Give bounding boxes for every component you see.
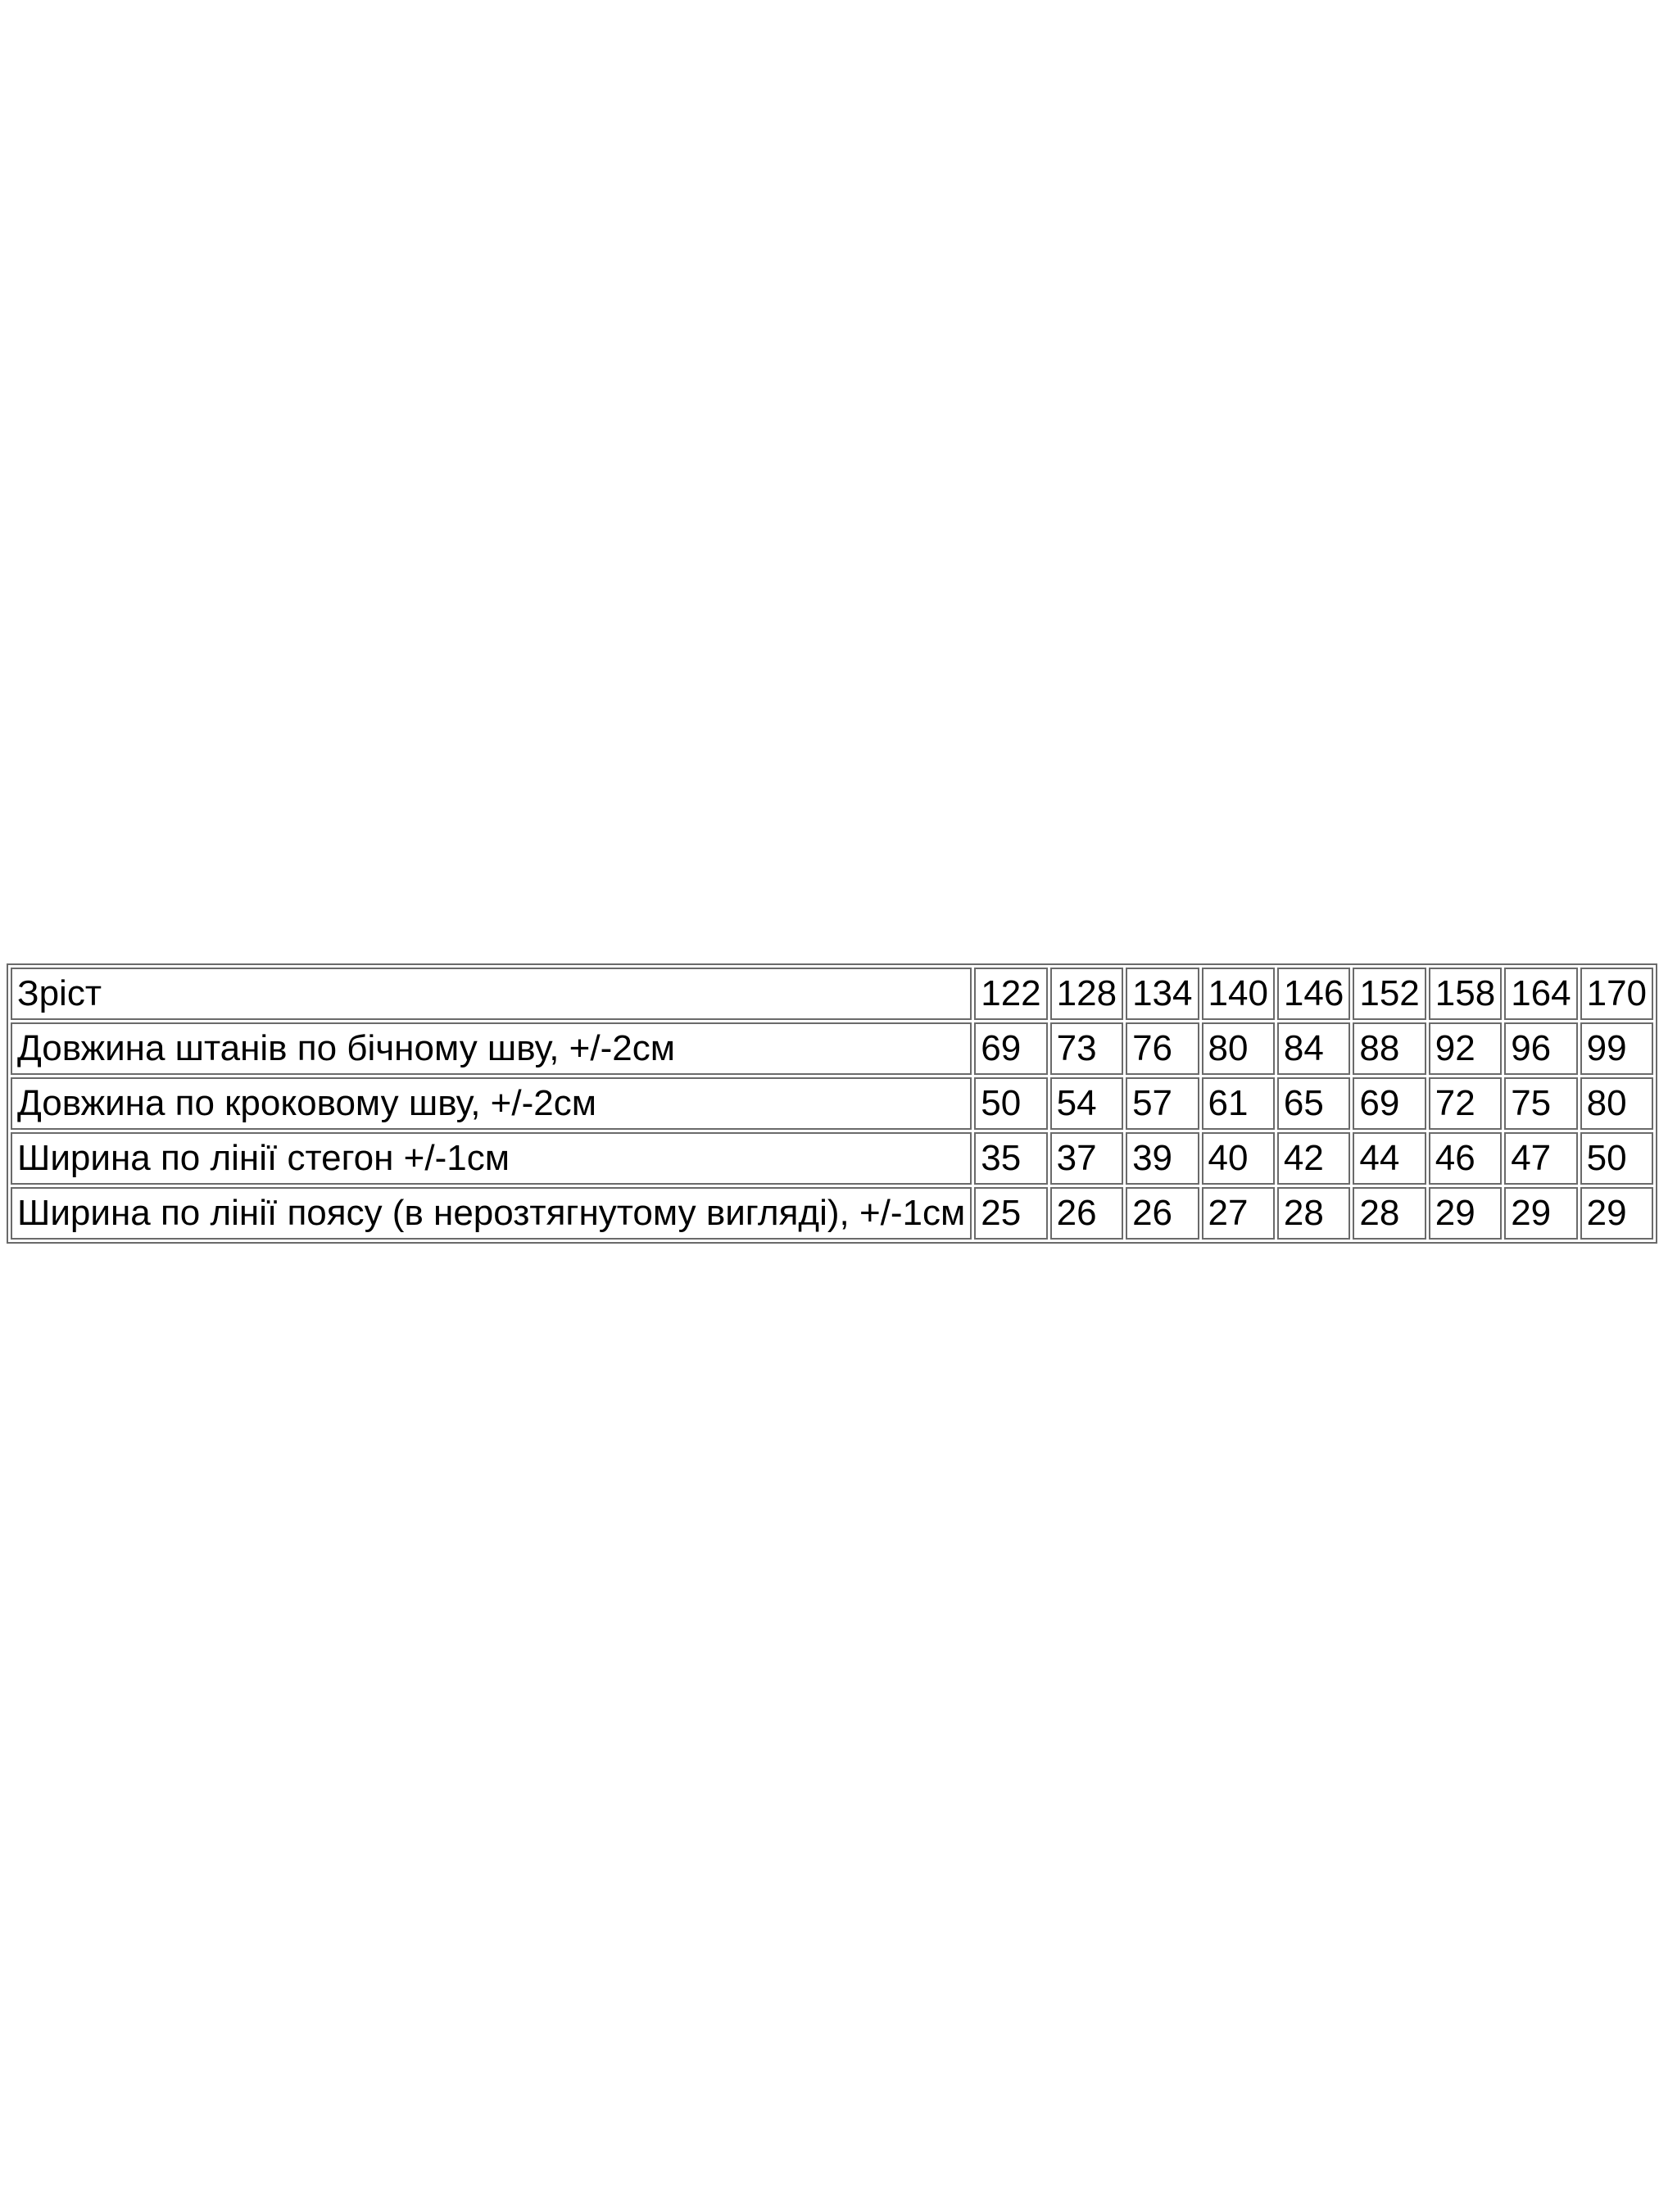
value-cell: 57 xyxy=(1126,1077,1199,1130)
row-label: Зріст xyxy=(11,968,972,1020)
row-label: Ширина по лінії стегон +/-1см xyxy=(11,1132,972,1185)
value-cell: 25 xyxy=(974,1187,1047,1240)
row-label: Ширина по лінії поясу (в нерозтягнутому вигляді), +/-1см xyxy=(11,1187,972,1240)
table-row xyxy=(11,1132,1653,1185)
value-cell: 29 xyxy=(1580,1187,1653,1240)
table-row xyxy=(11,1022,1653,1075)
value-cell: 28 xyxy=(1353,1187,1426,1240)
value-cell: 75 xyxy=(1504,1077,1577,1130)
value-cell: 61 xyxy=(1202,1077,1275,1130)
size-table-body xyxy=(11,968,1653,1240)
value-cell: 73 xyxy=(1050,1022,1123,1075)
value-cell: 39 xyxy=(1126,1132,1199,1185)
value-cell: 28 xyxy=(1277,1187,1350,1240)
table-row xyxy=(11,1077,1653,1130)
value-cell: 54 xyxy=(1050,1077,1123,1130)
value-cell: 170 xyxy=(1580,968,1653,1020)
value-cell: 47 xyxy=(1504,1132,1577,1185)
value-cell: 152 xyxy=(1353,968,1426,1020)
value-cell: 140 xyxy=(1202,968,1275,1020)
value-cell: 69 xyxy=(974,1022,1047,1075)
value-cell: 76 xyxy=(1126,1022,1199,1075)
value-cell: 46 xyxy=(1429,1132,1502,1185)
value-cell: 134 xyxy=(1126,968,1199,1020)
value-cell: 80 xyxy=(1580,1077,1653,1130)
size-chart-table xyxy=(7,963,1657,1244)
value-cell: 29 xyxy=(1504,1187,1577,1240)
row-label: Довжина по кроковому шву, +/-2см xyxy=(11,1077,972,1130)
value-cell: 158 xyxy=(1429,968,1502,1020)
value-cell: 69 xyxy=(1353,1077,1426,1130)
value-cell: 99 xyxy=(1580,1022,1653,1075)
value-cell: 27 xyxy=(1202,1187,1275,1240)
value-cell: 44 xyxy=(1353,1132,1426,1185)
value-cell: 128 xyxy=(1050,968,1123,1020)
value-cell: 37 xyxy=(1050,1132,1123,1185)
value-cell: 92 xyxy=(1429,1022,1502,1075)
value-cell: 72 xyxy=(1429,1077,1502,1130)
value-cell: 96 xyxy=(1504,1022,1577,1075)
value-cell: 29 xyxy=(1429,1187,1502,1240)
value-cell: 50 xyxy=(1580,1132,1653,1185)
value-cell: 35 xyxy=(974,1132,1047,1185)
value-cell: 26 xyxy=(1050,1187,1123,1240)
value-cell: 80 xyxy=(1202,1022,1275,1075)
value-cell: 122 xyxy=(974,968,1047,1020)
value-cell: 146 xyxy=(1277,968,1350,1020)
value-cell: 88 xyxy=(1353,1022,1426,1075)
table-row xyxy=(11,1187,1653,1240)
value-cell: 40 xyxy=(1202,1132,1275,1185)
value-cell: 26 xyxy=(1126,1187,1199,1240)
value-cell: 84 xyxy=(1277,1022,1350,1075)
row-label: Довжина штанів по бічному шву, +/-2см xyxy=(11,1022,972,1075)
table-row xyxy=(11,968,1653,1020)
value-cell: 65 xyxy=(1277,1077,1350,1130)
value-cell: 50 xyxy=(974,1077,1047,1130)
value-cell: 164 xyxy=(1504,968,1577,1020)
value-cell: 42 xyxy=(1277,1132,1350,1185)
